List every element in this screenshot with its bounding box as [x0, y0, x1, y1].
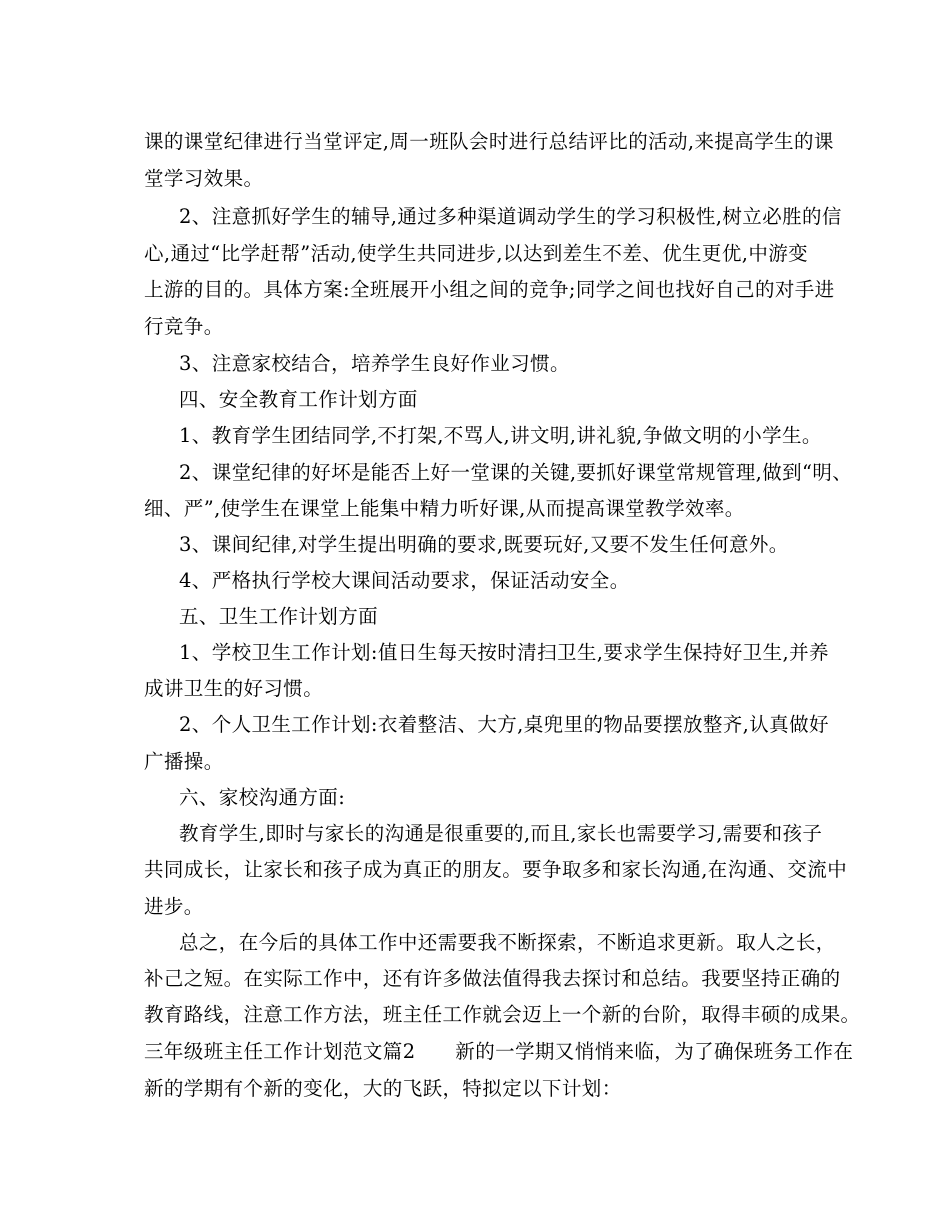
paragraph-line: 行竞争。: [144, 315, 224, 338]
paragraph-line: 补己之短。在实际工作中，还有许多做法值得我去探讨和总结。我要坚持正确的: [144, 967, 841, 990]
paragraph-line: 3、课间纪律,对学生提出明确的要求,既要玩好,又要不发生任何意外。: [179, 533, 789, 556]
paragraph-line: 上游的目的。具体方案:全班展开小组之间的竞争;同学之间也找好自己的对手进: [144, 278, 835, 301]
paragraph-line: 1、教育学生团结同学,不打架,不骂人,讲文明,讲礼貌,争做文明的小学生。: [179, 424, 822, 447]
paragraph-line: 成讲卫生的好习惯。: [144, 677, 324, 700]
paragraph-line: 2、个人卫生工作计划:衣着整洁、大方,桌兜里的物品要摆放整齐,认真做好: [179, 713, 829, 736]
paragraph-line: 细、严”,使学生在课堂上能集中精力听好课,从而提高课堂教学效率。: [144, 497, 745, 520]
paragraph-line: 2、课堂纪律的好坏是能否上好一堂课的关键,要抓好课堂常规管理,做到“明、: [179, 461, 853, 484]
paragraph-line: 3、注意家校结合，培养学生良好作业习惯。: [179, 352, 570, 375]
paragraph-line: 广播操。: [144, 750, 224, 773]
paragraph-line: 教育路线，注意工作方法，班主任工作就会迈上一个新的台阶，取得丰硕的成果。: [144, 1003, 861, 1026]
paragraph-line: 三年级班主任工作计划范文篇2 新的一学期又悄悄来临，为了确保班务工作在: [144, 1040, 854, 1063]
paragraph-line: 课的课堂纪律进行当堂评定,周一班队会时进行总结评比的活动,来提高学生的课: [144, 130, 834, 153]
paragraph-line: 新的学期有个新的变化，大的飞跃，特拟定以下计划：: [144, 1077, 622, 1100]
paragraph-line: 心,通过“比学赶帮”活动,使学生共同进步,以达到差生不差、优生更优,中游变: [144, 242, 809, 265]
paragraph-line: 4、严格执行学校大课间活动要求，保证活动安全。: [179, 569, 630, 592]
paragraph-line: 1、学校卫生工作计划:值日生每天按时清扫卫生,要求学生保持好卫生,并养: [179, 641, 829, 664]
section-heading: 四、安全教育工作计划方面: [179, 388, 418, 411]
section-heading: 六、家校沟通方面:: [179, 786, 346, 809]
paragraph-line: 进步。: [144, 895, 204, 918]
paragraph-line: 教育学生,即时与家长的沟通是很重要的,而且,家长也需要学习,需要和孩子: [179, 822, 823, 845]
paragraph-line: 2、注意抓好学生的辅导,通过多种渠道调动学生的学习积极性,树立必胜的信: [179, 205, 842, 228]
paragraph-line: 共同成长，让家长和孩子成为真正的朋友。要争取多和家长沟通,在沟通、交流中: [144, 858, 848, 881]
paragraph-line: 堂学习效果。: [144, 167, 264, 190]
paragraph-line: 总之，在今后的具体工作中还需要我不断探索，不断追求更新。取人之长，: [179, 931, 836, 954]
section-heading: 五、卫生工作计划方面: [179, 605, 379, 628]
